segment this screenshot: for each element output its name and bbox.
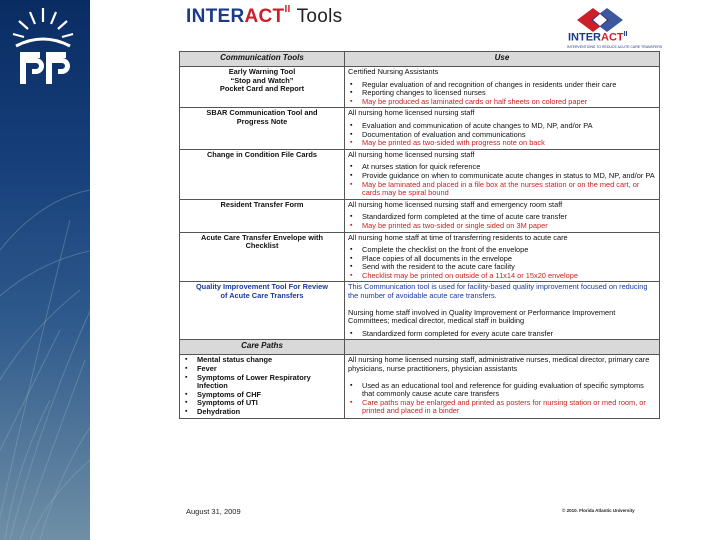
bullet-item: ▪ Standardized form completed for every acute care transfer (362, 330, 656, 339)
usage-cell (345, 149, 660, 199)
col-header-use: Use (345, 52, 660, 67)
tool-name-cell: Change in Condition File Cards (180, 149, 345, 199)
bullet-item: ▪ Complete the checklist on the front of the envelope (362, 246, 656, 255)
footer-date: August 31, 2009 (186, 507, 241, 516)
care-path-item: ▪ Dehydration (197, 408, 341, 417)
bullet-item: ▪ May be printed as two-sided or single sided on 3M paper (362, 222, 656, 231)
brand-inter: INTER (568, 31, 601, 44)
bullet-item: ▪ May be printed as two-sided with progress note on back (362, 139, 656, 148)
usage-audience: Certified Nursing Assistants (348, 67, 439, 76)
table-row (180, 108, 660, 149)
bullet-list (348, 246, 656, 280)
care-path-item: ▪ Mental status change (197, 356, 341, 365)
title-act: ACT (244, 6, 285, 27)
table-row-quality-improvement (180, 282, 660, 340)
tools-table (179, 51, 660, 419)
title-superscript: II (284, 4, 291, 15)
university-logo (8, 4, 78, 88)
tool-name-cell: Acute Care Transfer Envelope with Checklist (180, 232, 345, 282)
care-paths-header: Care Paths (180, 340, 345, 355)
title-inter: INTER (186, 6, 245, 27)
usage-audience: All nursing home licensed nursing staff and emergency room staff (348, 199, 563, 209)
bullet-list (348, 163, 656, 197)
bullet-item: ▪ May be laminated and placed in a file box at the nurses station or on the med cart, or cards may be spiral bound (362, 181, 656, 198)
care-paths-list-cell (180, 355, 345, 418)
care-paths-header-blank (345, 340, 660, 355)
usage-audience: All nursing home staff at time of transferring residents to acute care (348, 232, 568, 242)
tool-name-cell: SBAR Communication Tool and Progress Note (180, 108, 345, 149)
table-row (180, 67, 660, 108)
usage-audience: Nursing home staff involved in Quality Improvement or Performance Improvement Committees; medical director, medical staff in building (348, 307, 616, 326)
table-header-row (180, 52, 660, 67)
title-tools: Tools (296, 6, 343, 27)
table-body (180, 67, 660, 419)
tool-name-cell: Early Warning Tool “Stop and Watch” Pocket Card and Report (180, 67, 345, 108)
usage-description: This Communication tool is used for facility-based quality improvement focused on reducing the number of avoidable acute care transfers. (348, 282, 648, 301)
bullet-item: ▪ At nurses station for quick reference (362, 163, 656, 172)
bullet-list (348, 122, 656, 148)
brand-subtitle: INTERVENTIONS TO REDUCE ACUTE CARE TRANSFERS (567, 45, 663, 49)
usage-audience: All nursing home licensed nursing staff (348, 108, 475, 118)
col-header-tools: Communication Tools (180, 52, 345, 67)
table-row (180, 232, 660, 282)
usage-cell (345, 232, 660, 282)
bullet-item: ▪ Evaluation and communication of acute changes to MD, NP, and/or PA (362, 122, 656, 131)
usage-cell (345, 282, 660, 340)
usage-audience: All nursing home licensed nursing staff (348, 149, 475, 159)
brand-wordmark (568, 31, 628, 44)
bullet-item: ▪ Place copies of all documents in the envelope (362, 255, 656, 264)
tool-name-cell: Quality Improvement Tool For Review of Acute Care Transfers (180, 282, 345, 340)
care-paths-header-row (180, 340, 660, 355)
bullet-item: ▪ Checklist may be printed on outside of a 11x14 or 15x20 envelope (362, 272, 656, 281)
usage-cell (345, 355, 660, 418)
tool-name-cell: Resident Transfer Form (180, 199, 345, 232)
usage-cell (345, 199, 660, 232)
bullet-item: ▪ Documentation of evaluation and communications (362, 131, 656, 140)
bullet-item: ▪ Provide guidance on when to communicate acute changes in status to MD, NP, and/or PA (362, 172, 656, 181)
bullet-item: ▪ Reporting changes to licensed nurses (362, 89, 656, 98)
care-path-list (183, 356, 341, 416)
bullet-list (348, 330, 656, 339)
care-path-item: ▪ Symptoms of Lower Respiratory Infection (197, 374, 341, 391)
bullet-item: ▪ Standardized form completed at the time of acute care transfer (362, 213, 656, 222)
bullet-list (348, 382, 656, 416)
bullet-item: ▪ Care paths may be enlarged and printed as posters for nursing station or med room, or printed and placed in a binder (362, 399, 656, 416)
care-path-item: ▪ Symptoms of UTI (197, 399, 341, 408)
table-row-care-paths (180, 355, 660, 418)
care-path-item: ▪ Fever (197, 365, 341, 374)
brand-superscript: II (623, 31, 628, 38)
bullet-list (348, 213, 656, 230)
table-row (180, 199, 660, 232)
bullet-item: ▪ Send with the resident to the acute care facility (362, 263, 656, 272)
usage-audience: All nursing home licensed nursing staff, administrative nurses, medical director, primary care physicians, nurse practitioners, physician assistants (348, 355, 650, 374)
care-path-item: ▪ Symptoms of CHF (197, 391, 341, 400)
table-row (180, 149, 660, 199)
page-title (186, 6, 342, 28)
usage-cell (345, 67, 660, 108)
usage-cell (345, 108, 660, 149)
bullet-item: ▪ Used as an educational tool and reference for guiding evaluation of specific symptoms that commonly cause acute care transfers (362, 382, 656, 399)
sidebar-panel (0, 0, 90, 540)
bullet-item: ▪ Regular evaluation of and recognition of changes in residents under their care (362, 81, 656, 90)
footer-copyright: © 2010. Florida Atlantic University (562, 508, 635, 513)
bullet-list (348, 81, 656, 107)
bullet-item: ▪ May be produced as laminated cards or half sheets on colored paper (362, 98, 656, 107)
brand-act: ACT (601, 31, 624, 44)
